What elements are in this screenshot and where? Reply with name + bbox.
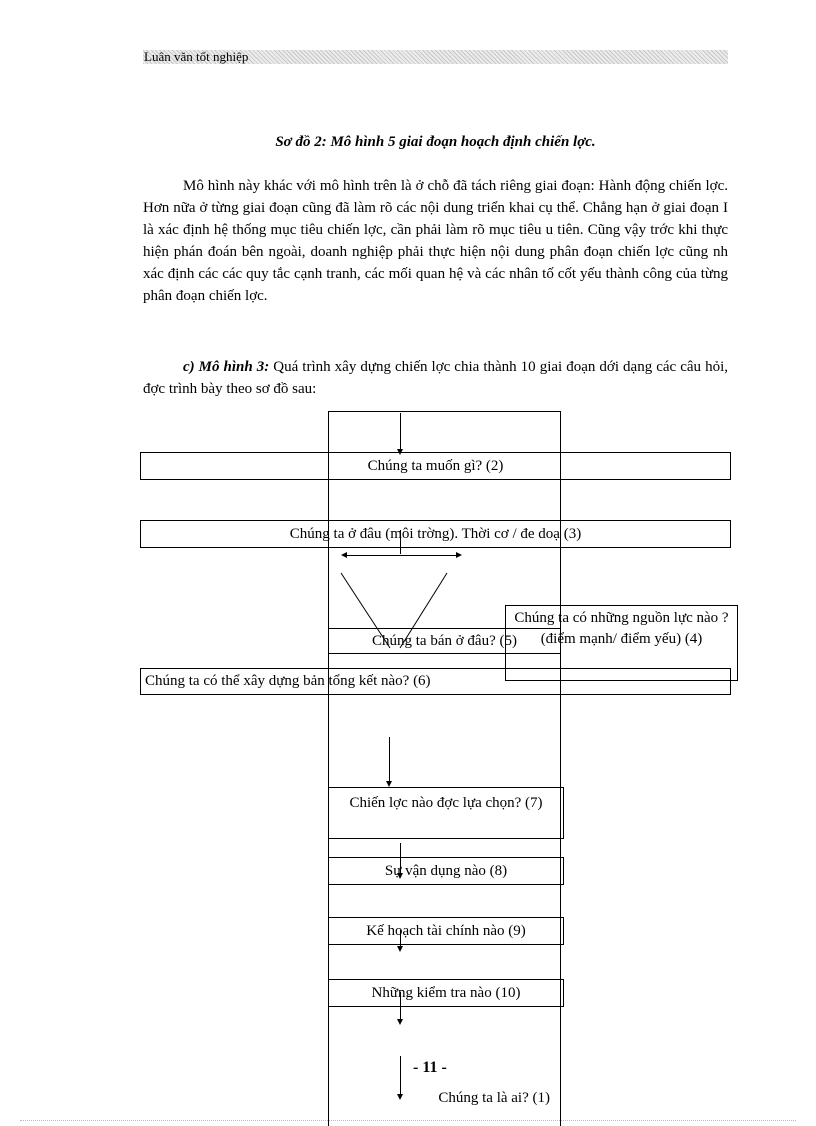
step-2-label: Chúng ta muốn gì? (2) bbox=[367, 458, 504, 474]
paragraph-2-text: Quá trình xây dựng chiến lợc chia thành 10 giai đoạn dới dạng các câu hỏi, đợc trình bày theo sơ đồ sau: bbox=[143, 359, 728, 397]
step-10-label: Những kiểm tra nào (10) bbox=[371, 985, 521, 1001]
step-8-label: Sự vận dụng nào (8) bbox=[384, 863, 508, 879]
step-9-label: Kế hoạch tài chính nào (9) bbox=[366, 923, 526, 939]
step-5-label: Chúng ta bán ở đâu? (5) bbox=[372, 633, 517, 649]
arrow-down-icon bbox=[397, 1094, 403, 1100]
step-7-label: Chiến lợc nào đợc lựa chọn? (7) bbox=[349, 795, 543, 811]
figure-title: Sơ đồ 2: Mô hình 5 giai đoạn hoạch định chiến lợc. bbox=[275, 134, 596, 150]
arrow-line bbox=[400, 992, 401, 1020]
step-10-box bbox=[328, 979, 564, 1007]
page-bottom-divider bbox=[20, 1120, 796, 1121]
step-4-box bbox=[505, 605, 738, 681]
arrow-down-icon bbox=[397, 946, 403, 952]
step-1-label: Chúng ta là ai? (1) bbox=[438, 1090, 550, 1106]
step-7-box bbox=[328, 787, 564, 839]
step-8-box bbox=[328, 857, 564, 885]
model-3-heading: c) Mô hình 3: bbox=[183, 359, 270, 375]
step-9-box bbox=[328, 917, 564, 945]
step-6-label: Chúng ta có thể xây dựng bản tổng kết nào? (6) bbox=[145, 673, 431, 689]
arrow-down-icon bbox=[397, 1019, 403, 1025]
header-text: Luân văn tốt nghiệp bbox=[144, 50, 249, 64]
paragraph-1-text: Mô hình này khác với mô hình trên là ở chỗ đã tách riêng giai đoạn: Hành động chiến lợc. Hơn nữa ở từng giai đoạn cũng đã làm rõ các nội dung triển khai cụ thể. Chẳng hạn ở giai đoạn I là xác định hệ thống mục tiêu chiến lợc, cần phải làm rõ mục tiêu u tiên. Cũng vậy trớc khi thực hiện phán đoán bên ngoài, doanh nghiệp phải thực hiện nội dung phân đoạn chiến lợc cũng nh xác định các các quy tắc cạnh tranh, các mối quan hệ và các nhân tố cốt yếu thành công của từng phân đoạn chiến lợc. bbox=[143, 178, 728, 304]
step-3-label: Chúng ta ở đâu (môi trờng). Thời cơ / đe doạ (3) bbox=[289, 526, 582, 542]
arrow-line bbox=[389, 737, 390, 783]
page-number: - 11 - bbox=[413, 1059, 447, 1076]
step-4-label: Chúng ta có những nguồn lực nào ? (điểm mạnh/ điểm yếu) (4) bbox=[514, 610, 729, 647]
arrow-line bbox=[400, 1056, 401, 1096]
